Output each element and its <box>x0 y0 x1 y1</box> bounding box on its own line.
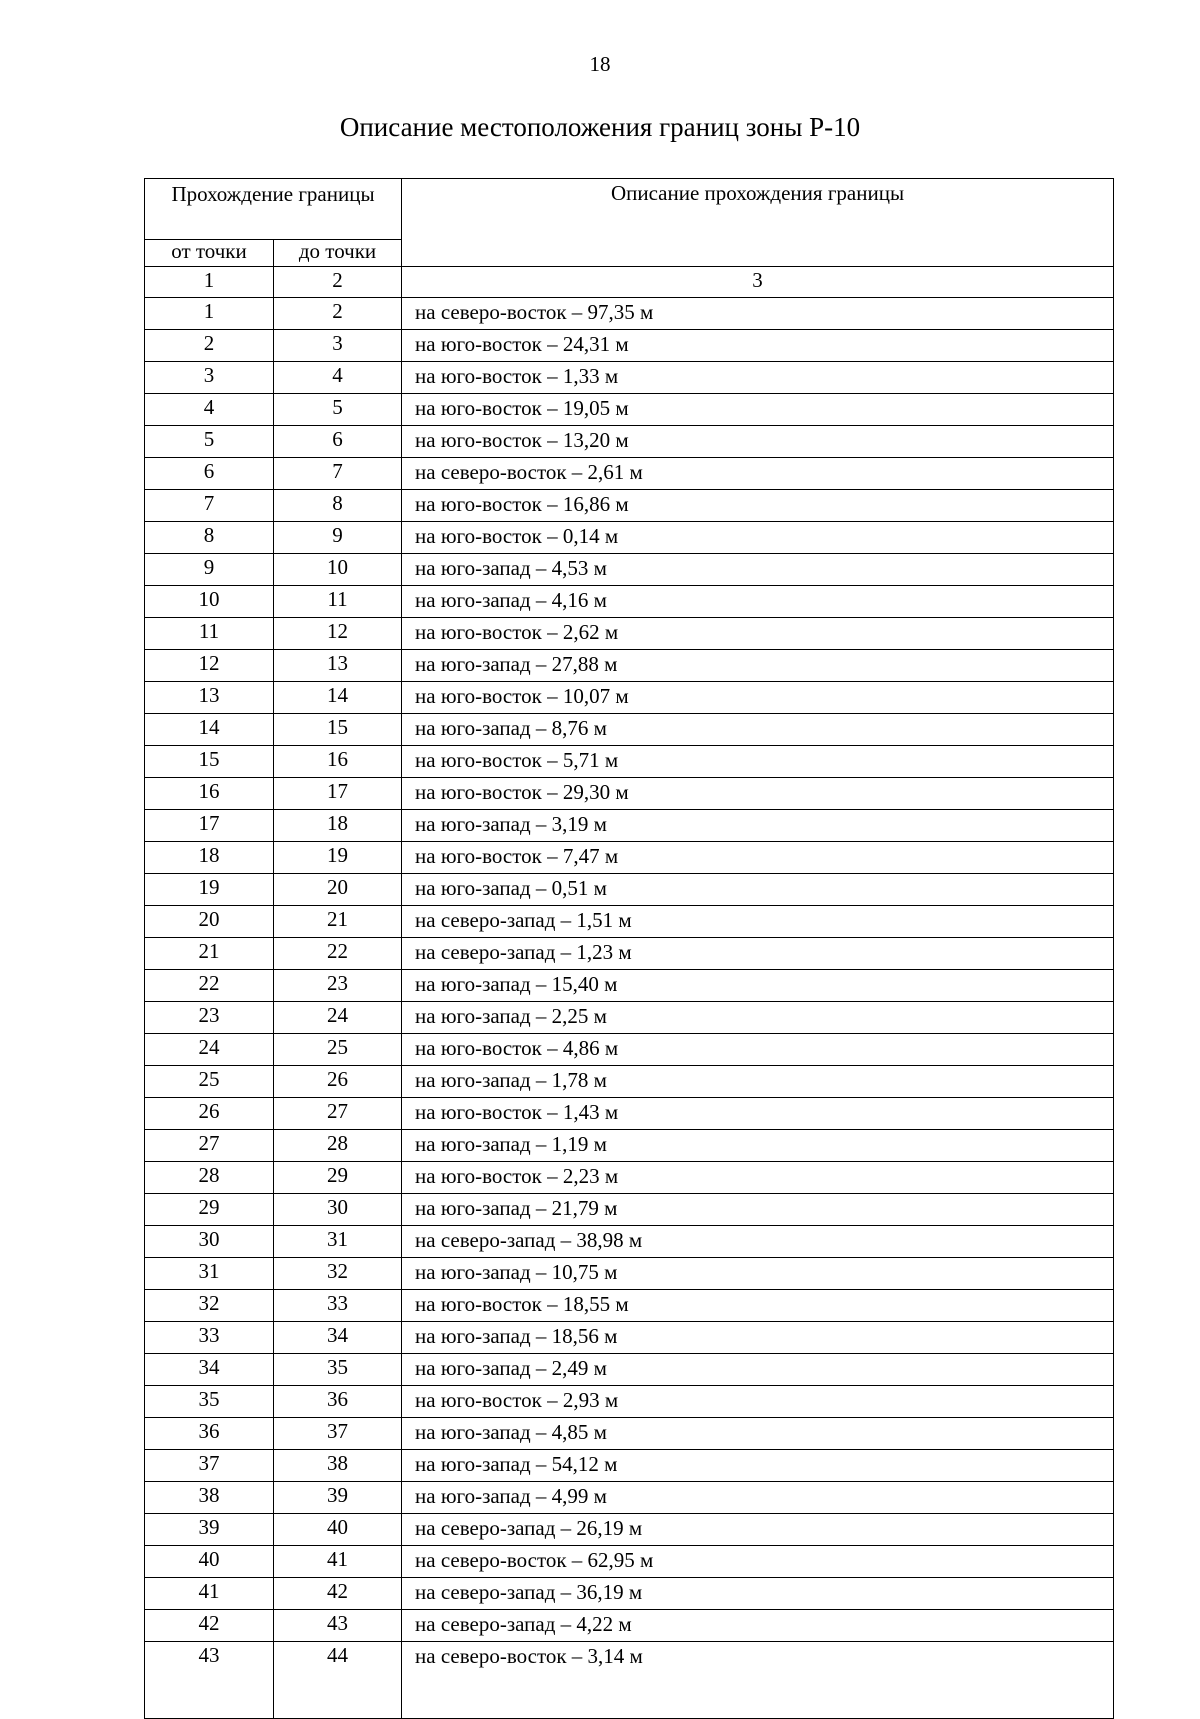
table-row <box>145 778 1114 810</box>
table-row <box>145 1322 1114 1354</box>
from-point-cell: 8 <box>145 522 274 554</box>
table-row <box>145 1482 1114 1514</box>
to-point-cell: 36 <box>274 1386 402 1418</box>
column-index-row <box>145 267 1114 298</box>
to-point-cell: 9 <box>274 522 402 554</box>
table-row <box>145 1002 1114 1034</box>
description-cell: на юго-восток – 7,47 м <box>402 842 1114 874</box>
to-point-cell: 2 <box>274 298 402 330</box>
description-cell: на юго-восток – 2,93 м <box>402 1386 1114 1418</box>
description-cell: на юго-восток – 13,20 м <box>402 426 1114 458</box>
to-point-cell: 7 <box>274 458 402 490</box>
description-cell: на юго-восток – 24,31 м <box>402 330 1114 362</box>
table-row <box>145 1098 1114 1130</box>
table-row <box>145 1258 1114 1290</box>
to-point-cell: 13 <box>274 650 402 682</box>
from-point-cell: 34 <box>145 1354 274 1386</box>
table-row <box>145 714 1114 746</box>
from-point-cell: 36 <box>145 1418 274 1450</box>
table-row <box>145 1130 1114 1162</box>
to-point-cell: 21 <box>274 906 402 938</box>
to-point-cell: 38 <box>274 1450 402 1482</box>
to-point-cell: 27 <box>274 1098 402 1130</box>
from-point-cell: 32 <box>145 1290 274 1322</box>
from-point-cell: 5 <box>145 426 274 458</box>
from-point-cell: 13 <box>145 682 274 714</box>
to-point-cell: 35 <box>274 1354 402 1386</box>
from-point-cell: 1 <box>145 298 274 330</box>
boundary-table <box>144 178 1114 1719</box>
table-row <box>145 1354 1114 1386</box>
from-point-cell: 7 <box>145 490 274 522</box>
to-point-cell: 24 <box>274 1002 402 1034</box>
from-point-cell: 16 <box>145 778 274 810</box>
description-cell: на северо-восток – 3,14 м <box>402 1642 1114 1719</box>
table-row <box>145 1610 1114 1642</box>
from-point-cell: 23 <box>145 1002 274 1034</box>
from-point-cell: 26 <box>145 1098 274 1130</box>
to-point-cell: 15 <box>274 714 402 746</box>
description-cell: на северо-восток – 62,95 м <box>402 1546 1114 1578</box>
description-cell: на северо-запад – 38,98 м <box>402 1226 1114 1258</box>
header-boundary-passage: Прохождение границы <box>145 179 402 240</box>
from-point-cell: 30 <box>145 1226 274 1258</box>
table-row <box>145 906 1114 938</box>
from-point-cell: 20 <box>145 906 274 938</box>
from-point-cell: 35 <box>145 1386 274 1418</box>
description-cell: на юго-запад – 27,88 м <box>402 650 1114 682</box>
to-point-cell: 34 <box>274 1322 402 1354</box>
table-row <box>145 426 1114 458</box>
from-point-cell: 17 <box>145 810 274 842</box>
to-point-cell: 16 <box>274 746 402 778</box>
description-cell: на северо-восток – 97,35 м <box>402 298 1114 330</box>
table-row <box>145 746 1114 778</box>
to-point-cell: 44 <box>274 1642 402 1719</box>
from-point-cell: 29 <box>145 1194 274 1226</box>
to-point-cell: 22 <box>274 938 402 970</box>
to-point-cell: 42 <box>274 1578 402 1610</box>
from-point-cell: 4 <box>145 394 274 426</box>
to-point-cell: 37 <box>274 1418 402 1450</box>
table-row <box>145 1162 1114 1194</box>
to-point-cell: 6 <box>274 426 402 458</box>
description-cell: на юго-запад – 3,19 м <box>402 810 1114 842</box>
column-index-3: 3 <box>402 267 1114 298</box>
from-point-cell: 38 <box>145 1482 274 1514</box>
header-to-point: до точки <box>274 240 402 267</box>
from-point-cell: 24 <box>145 1034 274 1066</box>
table-row <box>145 1290 1114 1322</box>
from-point-cell: 37 <box>145 1450 274 1482</box>
description-cell: на юго-восток – 29,30 м <box>402 778 1114 810</box>
to-point-cell: 29 <box>274 1162 402 1194</box>
to-point-cell: 39 <box>274 1482 402 1514</box>
description-cell: на юго-восток – 19,05 м <box>402 394 1114 426</box>
table-row <box>145 650 1114 682</box>
table-row <box>145 810 1114 842</box>
description-cell: на юго-запад – 1,19 м <box>402 1130 1114 1162</box>
table-row <box>145 458 1114 490</box>
description-cell: на юго-восток – 1,43 м <box>402 1098 1114 1130</box>
to-point-cell: 40 <box>274 1514 402 1546</box>
from-point-cell: 39 <box>145 1514 274 1546</box>
from-point-cell: 18 <box>145 842 274 874</box>
column-index-2: 2 <box>274 267 402 298</box>
description-cell: на юго-восток – 10,07 м <box>402 682 1114 714</box>
from-point-cell: 3 <box>145 362 274 394</box>
to-point-cell: 28 <box>274 1130 402 1162</box>
to-point-cell: 11 <box>274 586 402 618</box>
description-cell: на юго-запад – 10,75 м <box>402 1258 1114 1290</box>
from-point-cell: 43 <box>145 1642 274 1719</box>
from-point-cell: 14 <box>145 714 274 746</box>
to-point-cell: 32 <box>274 1258 402 1290</box>
to-point-cell: 3 <box>274 330 402 362</box>
description-cell: на юго-восток – 2,23 м <box>402 1162 1114 1194</box>
to-point-cell: 10 <box>274 554 402 586</box>
description-cell: на юго-восток – 1,33 м <box>402 362 1114 394</box>
from-point-cell: 15 <box>145 746 274 778</box>
to-point-cell: 5 <box>274 394 402 426</box>
table-row <box>145 1066 1114 1098</box>
description-cell: на северо-запад – 36,19 м <box>402 1578 1114 1610</box>
description-cell: на юго-запад – 4,53 м <box>402 554 1114 586</box>
table-row <box>145 490 1114 522</box>
table-row <box>145 1450 1114 1482</box>
from-point-cell: 10 <box>145 586 274 618</box>
to-point-cell: 31 <box>274 1226 402 1258</box>
table-row <box>145 938 1114 970</box>
page-number: 18 <box>589 52 611 76</box>
from-point-cell: 6 <box>145 458 274 490</box>
table-row <box>145 330 1114 362</box>
from-point-cell: 21 <box>145 938 274 970</box>
header-boundary-description: Описание прохождения границы <box>402 179 1114 267</box>
description-cell: на юго-запад – 15,40 м <box>402 970 1114 1002</box>
table-row <box>145 362 1114 394</box>
to-point-cell: 12 <box>274 618 402 650</box>
table-row <box>145 394 1114 426</box>
to-point-cell: 19 <box>274 842 402 874</box>
from-point-cell: 28 <box>145 1162 274 1194</box>
to-point-cell: 14 <box>274 682 402 714</box>
description-cell: на северо-запад – 26,19 м <box>402 1514 1114 1546</box>
description-cell: на юго-запад – 2,49 м <box>402 1354 1114 1386</box>
table-row <box>145 1514 1114 1546</box>
table-row <box>145 1386 1114 1418</box>
from-point-cell: 19 <box>145 874 274 906</box>
description-cell: на юго-восток – 18,55 м <box>402 1290 1114 1322</box>
table-row <box>145 970 1114 1002</box>
to-point-cell: 8 <box>274 490 402 522</box>
to-point-cell: 33 <box>274 1290 402 1322</box>
description-cell: на юго-запад – 4,85 м <box>402 1418 1114 1450</box>
from-point-cell: 33 <box>145 1322 274 1354</box>
description-cell: на юго-запад – 8,76 м <box>402 714 1114 746</box>
to-point-cell: 18 <box>274 810 402 842</box>
description-cell: на юго-запад – 2,25 м <box>402 1002 1114 1034</box>
from-point-cell: 25 <box>145 1066 274 1098</box>
from-point-cell: 9 <box>145 554 274 586</box>
from-point-cell: 31 <box>145 1258 274 1290</box>
description-cell: на юго-запад – 0,51 м <box>402 874 1114 906</box>
to-point-cell: 17 <box>274 778 402 810</box>
description-cell: на юго-запад – 4,16 м <box>402 586 1114 618</box>
table-row <box>145 1226 1114 1258</box>
to-point-cell: 23 <box>274 970 402 1002</box>
description-cell: на юго-запад – 1,78 м <box>402 1066 1114 1098</box>
table-row <box>145 682 1114 714</box>
table-row <box>145 1418 1114 1450</box>
description-cell: на юго-запад – 18,56 м <box>402 1322 1114 1354</box>
description-cell: на юго-запад – 4,99 м <box>402 1482 1114 1514</box>
table-row <box>145 586 1114 618</box>
table-row <box>145 1642 1114 1719</box>
table-row <box>145 874 1114 906</box>
from-point-cell: 11 <box>145 618 274 650</box>
table-row <box>145 298 1114 330</box>
from-point-cell: 40 <box>145 1546 274 1578</box>
description-cell: на юго-запад – 21,79 м <box>402 1194 1114 1226</box>
to-point-cell: 30 <box>274 1194 402 1226</box>
from-point-cell: 41 <box>145 1578 274 1610</box>
table-header-row <box>145 179 1114 240</box>
to-point-cell: 25 <box>274 1034 402 1066</box>
from-point-cell: 42 <box>145 1610 274 1642</box>
description-cell: на юго-восток – 16,86 м <box>402 490 1114 522</box>
from-point-cell: 27 <box>145 1130 274 1162</box>
header-from-point: от точки <box>145 240 274 267</box>
description-cell: на северо-запад – 4,22 м <box>402 1610 1114 1642</box>
from-point-cell: 22 <box>145 970 274 1002</box>
to-point-cell: 41 <box>274 1546 402 1578</box>
description-cell: на юго-запад – 54,12 м <box>402 1450 1114 1482</box>
description-cell: на юго-восток – 2,62 м <box>402 618 1114 650</box>
table-row <box>145 842 1114 874</box>
description-cell: на юго-восток – 5,71 м <box>402 746 1114 778</box>
column-index-1: 1 <box>145 267 274 298</box>
from-point-cell: 12 <box>145 650 274 682</box>
table-row <box>145 618 1114 650</box>
to-point-cell: 26 <box>274 1066 402 1098</box>
table-row <box>145 1578 1114 1610</box>
description-cell: на северо-восток – 2,61 м <box>402 458 1114 490</box>
table-row <box>145 1194 1114 1226</box>
description-cell: на юго-восток – 4,86 м <box>402 1034 1114 1066</box>
table-row <box>145 1034 1114 1066</box>
description-cell: на северо-запад – 1,23 м <box>402 938 1114 970</box>
to-point-cell: 43 <box>274 1610 402 1642</box>
description-cell: на юго-восток – 0,14 м <box>402 522 1114 554</box>
description-cell: на северо-запад – 1,51 м <box>402 906 1114 938</box>
table-row <box>145 554 1114 586</box>
to-point-cell: 4 <box>274 362 402 394</box>
to-point-cell: 20 <box>274 874 402 906</box>
boundary-table-body <box>145 179 1114 1719</box>
table-row <box>145 522 1114 554</box>
table-row <box>145 1546 1114 1578</box>
from-point-cell: 2 <box>145 330 274 362</box>
page-title: Описание местоположения границ зоны Р-10 <box>339 112 861 142</box>
